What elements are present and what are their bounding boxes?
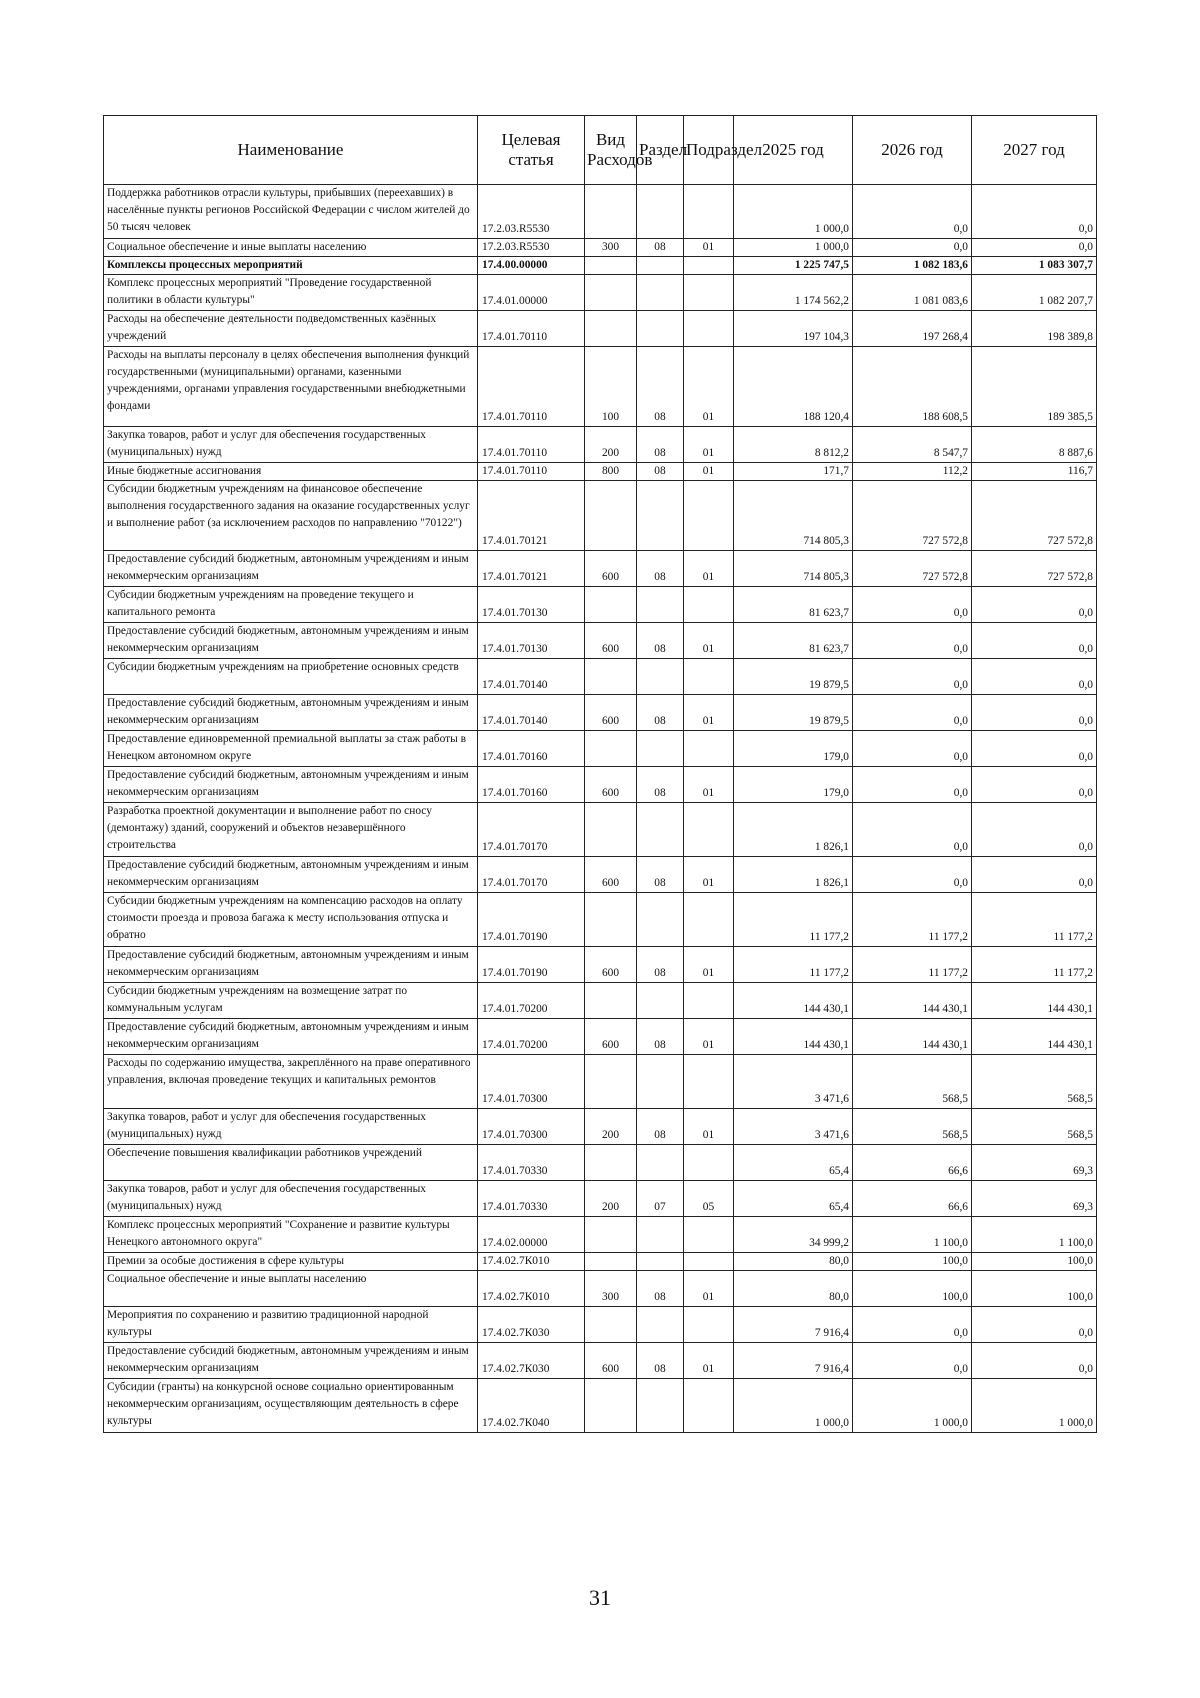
cell-podrazdel: 01 — [684, 623, 734, 659]
cell-target: 17.4.01.70200 — [478, 983, 585, 1019]
cell-2025: 19 879,5 — [734, 659, 853, 695]
cell-razdel — [637, 1307, 684, 1343]
cell-name: Предоставление субсидий бюджетным, автономным учреждениям и иным некоммерческим организациям — [104, 623, 478, 659]
cell-target: 17.4.02.7К030 — [478, 1307, 585, 1343]
cell-razdel: 08 — [637, 857, 684, 893]
cell-name: Субсидии бюджетным учреждениям на компенсацию расходов на оплату стоимости проезда и провоза багажа к месту использования отпуска и обратно — [104, 893, 478, 947]
cell-2025: 188 120,4 — [734, 347, 853, 427]
cell-name: Субсидии бюджетным учреждениям на приобретение основных средств — [104, 659, 478, 695]
table-row — [104, 347, 1097, 427]
cell-razdel: 07 — [637, 1181, 684, 1217]
cell-2025: 1 174 562,2 — [734, 275, 853, 311]
cell-vid: 800 — [585, 463, 637, 481]
cell-podrazdel — [684, 1217, 734, 1253]
cell-2026: 0,0 — [853, 185, 972, 239]
cell-2027: 0,0 — [972, 239, 1097, 257]
cell-podrazdel: 01 — [684, 551, 734, 587]
cell-podrazdel: 01 — [684, 947, 734, 983]
cell-name: Расходы по содержанию имущества, закреплённого на праве оперативного управления, включая проведение текущих и капитальных ремонтов — [104, 1055, 478, 1109]
cell-2025: 80,0 — [734, 1271, 853, 1307]
cell-name: Предоставление субсидий бюджетным, автономным учреждениям и иным некоммерческим организациям — [104, 947, 478, 983]
cell-2026: 0,0 — [853, 587, 972, 623]
cell-2027: 11 177,2 — [972, 893, 1097, 947]
cell-razdel: 08 — [637, 947, 684, 983]
cell-vid — [585, 587, 637, 623]
cell-name: Предоставление субсидий бюджетным, автономным учреждениям и иным некоммерческим организациям — [104, 695, 478, 731]
cell-razdel — [637, 893, 684, 947]
cell-2025: 3 471,6 — [734, 1055, 853, 1109]
table-row — [104, 275, 1097, 311]
cell-target: 17.4.02.00000 — [478, 1217, 585, 1253]
cell-target: 17.4.01.70160 — [478, 767, 585, 803]
cell-2025: 11 177,2 — [734, 893, 853, 947]
cell-2027: 69,3 — [972, 1145, 1097, 1181]
cell-vid: 100 — [585, 347, 637, 427]
header-2025: 2025 год — [734, 116, 853, 185]
cell-podrazdel: 01 — [684, 695, 734, 731]
cell-podrazdel: 01 — [684, 239, 734, 257]
cell-target: 17.4.01.70160 — [478, 731, 585, 767]
cell-podrazdel: 01 — [684, 427, 734, 463]
table-row — [104, 731, 1097, 767]
cell-vid — [585, 659, 637, 695]
table-row — [104, 767, 1097, 803]
cell-podrazdel — [684, 185, 734, 239]
cell-vid: 200 — [585, 1181, 637, 1217]
cell-name: Предоставление субсидий бюджетным, автономным учреждениям и иным некоммерческим организациям — [104, 1343, 478, 1379]
cell-2027: 69,3 — [972, 1181, 1097, 1217]
header-razdel: Раздел — [637, 116, 684, 185]
cell-razdel: 08 — [637, 463, 684, 481]
table-row — [104, 1307, 1097, 1343]
cell-name: Социальное обеспечение и иные выплаты населению — [104, 239, 478, 257]
cell-vid — [585, 1253, 637, 1271]
cell-2025: 1 826,1 — [734, 803, 853, 857]
cell-razdel — [637, 1379, 684, 1433]
cell-2026: 727 572,8 — [853, 551, 972, 587]
cell-2026: 0,0 — [853, 623, 972, 659]
table-row — [104, 947, 1097, 983]
table-row — [104, 185, 1097, 239]
cell-vid: 600 — [585, 947, 637, 983]
cell-vid: 300 — [585, 239, 637, 257]
cell-target: 17.4.01.70130 — [478, 587, 585, 623]
cell-name: Закупка товаров, работ и услуг для обеспечения государственных (муниципальных) нужд — [104, 1109, 478, 1145]
table-row — [104, 311, 1097, 347]
cell-2025: 1 826,1 — [734, 857, 853, 893]
cell-2025: 80,0 — [734, 1253, 853, 1271]
table-row — [104, 1181, 1097, 1217]
table-row — [104, 239, 1097, 257]
cell-2027: 1 083 307,7 — [972, 257, 1097, 275]
cell-target: 17.4.02.7К040 — [478, 1379, 585, 1433]
table-row — [104, 1253, 1097, 1271]
cell-razdel: 08 — [637, 623, 684, 659]
cell-podrazdel: 01 — [684, 857, 734, 893]
cell-2026: 1 082 183,6 — [853, 257, 972, 275]
cell-razdel: 08 — [637, 239, 684, 257]
cell-2025: 144 430,1 — [734, 1019, 853, 1055]
cell-vid — [585, 481, 637, 551]
table-row — [104, 803, 1097, 857]
cell-podrazdel: 01 — [684, 767, 734, 803]
header-podrazdel: Подраздел — [684, 116, 734, 185]
cell-2026: 568,5 — [853, 1109, 972, 1145]
cell-2027: 8 887,6 — [972, 427, 1097, 463]
cell-2025: 81 623,7 — [734, 587, 853, 623]
cell-razdel — [637, 659, 684, 695]
cell-razdel — [637, 275, 684, 311]
cell-vid — [585, 1307, 637, 1343]
table-row — [104, 983, 1097, 1019]
cell-target: 17.4.01.70121 — [478, 551, 585, 587]
cell-target: 17.4.01.70121 — [478, 481, 585, 551]
table-row — [104, 1019, 1097, 1055]
cell-2025: 1 225 747,5 — [734, 257, 853, 275]
table-row — [104, 257, 1097, 275]
cell-razdel: 08 — [637, 1019, 684, 1055]
cell-2026: 112,2 — [853, 463, 972, 481]
cell-podrazdel — [684, 1379, 734, 1433]
cell-name: Обеспечение повышения квалификации работников учреждений — [104, 1145, 478, 1181]
cell-2026: 197 268,4 — [853, 311, 972, 347]
cell-target: 17.4.01.70140 — [478, 695, 585, 731]
cell-target: 17.4.01.70130 — [478, 623, 585, 659]
cell-2025: 197 104,3 — [734, 311, 853, 347]
cell-target: 17.4.01.70330 — [478, 1145, 585, 1181]
cell-target: 17.4.01.70300 — [478, 1109, 585, 1145]
cell-razdel: 08 — [637, 695, 684, 731]
cell-razdel — [637, 257, 684, 275]
cell-podrazdel — [684, 257, 734, 275]
cell-2025: 1 000,0 — [734, 239, 853, 257]
cell-2026: 0,0 — [853, 731, 972, 767]
cell-vid — [585, 893, 637, 947]
cell-razdel — [637, 185, 684, 239]
cell-target: 17.2.03.R5530 — [478, 239, 585, 257]
cell-target: 17.4.01.70200 — [478, 1019, 585, 1055]
cell-podrazdel — [684, 983, 734, 1019]
cell-vid: 600 — [585, 623, 637, 659]
cell-2027: 0,0 — [972, 659, 1097, 695]
cell-2025: 11 177,2 — [734, 947, 853, 983]
header-row — [104, 116, 1097, 185]
cell-2026: 1 081 083,6 — [853, 275, 972, 311]
cell-2026: 0,0 — [853, 695, 972, 731]
cell-2026: 11 177,2 — [853, 947, 972, 983]
cell-2027: 100,0 — [972, 1253, 1097, 1271]
cell-podrazdel — [684, 481, 734, 551]
table-row — [104, 1217, 1097, 1253]
cell-podrazdel — [684, 731, 734, 767]
cell-2025: 19 879,5 — [734, 695, 853, 731]
header-2026: 2026 год — [853, 116, 972, 185]
header-2027: 2027 год — [972, 116, 1097, 185]
page-number: 31 — [589, 1585, 611, 1610]
cell-name: Поддержка работников отрасли культуры, прибывших (переехавших) в населённые пункты регионов Российской Федерации с числом жителей до 50 тысяч человек — [104, 185, 478, 239]
cell-vid: 200 — [585, 427, 637, 463]
cell-razdel — [637, 311, 684, 347]
cell-name: Предоставление субсидий бюджетным, автономным учреждениям и иным некоммерческим организациям — [104, 1019, 478, 1055]
cell-2026: 100,0 — [853, 1253, 972, 1271]
cell-razdel — [637, 1217, 684, 1253]
cell-name: Субсидии бюджетным учреждениям на возмещение затрат по коммунальным услугам — [104, 983, 478, 1019]
cell-name: Закупка товаров, работ и услуг для обеспечения государственных (муниципальных) нужд — [104, 1181, 478, 1217]
table-row — [104, 463, 1097, 481]
cell-target: 17.4.01.70190 — [478, 893, 585, 947]
cell-2026: 0,0 — [853, 1307, 972, 1343]
cell-2027: 0,0 — [972, 623, 1097, 659]
cell-2025: 34 999,2 — [734, 1217, 853, 1253]
cell-2026: 0,0 — [853, 803, 972, 857]
cell-vid — [585, 1379, 637, 1433]
cell-2027: 11 177,2 — [972, 947, 1097, 983]
cell-name: Комплексы процессных мероприятий — [104, 257, 478, 275]
cell-target: 17.4.02.7К030 — [478, 1343, 585, 1379]
cell-vid — [585, 1055, 637, 1109]
cell-vid — [585, 275, 637, 311]
cell-target: 17.4.01.70190 — [478, 947, 585, 983]
cell-target: 17.4.01.70110 — [478, 463, 585, 481]
cell-target: 17.4.01.00000 — [478, 275, 585, 311]
cell-vid — [585, 1145, 637, 1181]
cell-podrazdel: 01 — [684, 1019, 734, 1055]
table-row — [104, 695, 1097, 731]
cell-2026: 1 000,0 — [853, 1379, 972, 1433]
cell-target: 17.4.01.70140 — [478, 659, 585, 695]
cell-target: 17.4.02.7К010 — [478, 1253, 585, 1271]
cell-vid — [585, 803, 637, 857]
cell-razdel: 08 — [637, 1109, 684, 1145]
cell-razdel — [637, 587, 684, 623]
table-row — [104, 659, 1097, 695]
cell-2027: 198 389,8 — [972, 311, 1097, 347]
table-row — [104, 1109, 1097, 1145]
cell-name: Предоставление единовременной премиальной выплаты за стаж работы в Ненецком автономном округе — [104, 731, 478, 767]
cell-2026: 188 608,5 — [853, 347, 972, 427]
cell-razdel — [637, 983, 684, 1019]
cell-2027: 1 100,0 — [972, 1217, 1097, 1253]
cell-target: 17.4.01.70110 — [478, 347, 585, 427]
cell-2025: 714 805,3 — [734, 481, 853, 551]
table-row — [104, 1271, 1097, 1307]
cell-2025: 8 812,2 — [734, 427, 853, 463]
cell-podrazdel — [684, 275, 734, 311]
cell-2027: 1 082 207,7 — [972, 275, 1097, 311]
cell-name: Расходы на обеспечение деятельности подведомственных казённых учреждений — [104, 311, 478, 347]
cell-2026: 100,0 — [853, 1271, 972, 1307]
cell-2025: 1 000,0 — [734, 185, 853, 239]
cell-podrazdel: 05 — [684, 1181, 734, 1217]
cell-2026: 568,5 — [853, 1055, 972, 1109]
cell-2025: 3 471,6 — [734, 1109, 853, 1145]
cell-razdel — [637, 481, 684, 551]
cell-2026: 66,6 — [853, 1145, 972, 1181]
cell-razdel: 08 — [637, 427, 684, 463]
cell-podrazdel: 01 — [684, 1343, 734, 1379]
cell-vid — [585, 185, 637, 239]
cell-vid: 600 — [585, 1019, 637, 1055]
cell-2027: 0,0 — [972, 185, 1097, 239]
cell-name: Расходы на выплаты персоналу в целях обеспечения выполнения функций государственными (муниципальными) органами, казенными учреждениями, органами управления государственными внебюджетными фондами — [104, 347, 478, 427]
cell-target: 17.4.01.70300 — [478, 1055, 585, 1109]
cell-2025: 179,0 — [734, 731, 853, 767]
cell-vid: 300 — [585, 1271, 637, 1307]
cell-vid: 600 — [585, 1343, 637, 1379]
cell-podrazdel — [684, 803, 734, 857]
cell-razdel — [637, 1055, 684, 1109]
cell-2027: 0,0 — [972, 767, 1097, 803]
cell-2025: 65,4 — [734, 1181, 853, 1217]
cell-name: Субсидии (гранты) на конкурсной основе социально ориентированным некоммерческим организациям, осуществляющим деятельность в сфере культуры — [104, 1379, 478, 1433]
cell-2025: 7 916,4 — [734, 1343, 853, 1379]
cell-vid: 600 — [585, 767, 637, 803]
cell-razdel — [637, 731, 684, 767]
cell-2027: 0,0 — [972, 587, 1097, 623]
cell-2027: 144 430,1 — [972, 1019, 1097, 1055]
table-row — [104, 893, 1097, 947]
cell-2027: 727 572,8 — [972, 551, 1097, 587]
cell-2026: 8 547,7 — [853, 427, 972, 463]
cell-podrazdel — [684, 1145, 734, 1181]
cell-razdel: 08 — [637, 767, 684, 803]
cell-target: 17.4.01.70110 — [478, 311, 585, 347]
cell-2027: 0,0 — [972, 695, 1097, 731]
cell-2027: 144 430,1 — [972, 983, 1097, 1019]
cell-target: 17.4.01.70170 — [478, 857, 585, 893]
cell-podrazdel — [684, 311, 734, 347]
cell-name: Мероприятия по сохранению и развитию традиционной народной культуры — [104, 1307, 478, 1343]
cell-2025: 144 430,1 — [734, 983, 853, 1019]
table-row — [104, 1379, 1097, 1433]
cell-vid — [585, 257, 637, 275]
cell-2025: 179,0 — [734, 767, 853, 803]
table-row — [104, 623, 1097, 659]
cell-target: 17.4.00.00000 — [478, 257, 585, 275]
cell-podrazdel — [684, 1307, 734, 1343]
cell-podrazdel — [684, 659, 734, 695]
cell-podrazdel: 01 — [684, 1271, 734, 1307]
cell-2027: 0,0 — [972, 1343, 1097, 1379]
cell-name: Разработка проектной документации и выполнение работ по сносу (демонтажу) зданий, сооружений и объектов незавершённого строительства — [104, 803, 478, 857]
cell-2027: 1 000,0 — [972, 1379, 1097, 1433]
cell-2025: 65,4 — [734, 1145, 853, 1181]
cell-2027: 0,0 — [972, 731, 1097, 767]
cell-razdel — [637, 803, 684, 857]
table-row — [104, 587, 1097, 623]
cell-2027: 568,5 — [972, 1055, 1097, 1109]
cell-2025: 1 000,0 — [734, 1379, 853, 1433]
cell-name: Премии за особые достижения в сфере культуры — [104, 1253, 478, 1271]
cell-target: 17.4.01.70170 — [478, 803, 585, 857]
cell-name: Предоставление субсидий бюджетным, автономным учреждениям и иным некоммерческим организациям — [104, 767, 478, 803]
cell-name: Комплекс процессных мероприятий "Сохранение и развитие культуры Ненецкого автономного округа" — [104, 1217, 478, 1253]
header-vid: Вид Расходов — [585, 116, 637, 185]
cell-2025: 171,7 — [734, 463, 853, 481]
cell-podrazdel — [684, 1253, 734, 1271]
cell-podrazdel — [684, 1055, 734, 1109]
cell-2026: 727 572,8 — [853, 481, 972, 551]
table-row — [104, 1145, 1097, 1181]
cell-target: 17.4.01.70330 — [478, 1181, 585, 1217]
cell-2025: 714 805,3 — [734, 551, 853, 587]
table-row — [104, 427, 1097, 463]
cell-vid — [585, 731, 637, 767]
cell-name: Закупка товаров, работ и услуг для обеспечения государственных (муниципальных) нужд — [104, 427, 478, 463]
cell-razdel — [637, 1253, 684, 1271]
cell-target: 17.2.03.R5530 — [478, 185, 585, 239]
cell-2027: 189 385,5 — [972, 347, 1097, 427]
table-row — [104, 1055, 1097, 1109]
cell-vid: 200 — [585, 1109, 637, 1145]
budget-table — [103, 115, 1097, 1433]
cell-vid: 600 — [585, 695, 637, 731]
cell-name: Комплекс процессных мероприятий "Проведение государственной политики в области культуры" — [104, 275, 478, 311]
table-row — [104, 551, 1097, 587]
cell-podrazdel: 01 — [684, 463, 734, 481]
cell-target: 17.4.01.70110 — [478, 427, 585, 463]
cell-vid: 600 — [585, 857, 637, 893]
cell-name: Субсидии бюджетным учреждениям на проведение текущего и капитального ремонта — [104, 587, 478, 623]
table-row — [104, 857, 1097, 893]
cell-target: 17.4.02.7К010 — [478, 1271, 585, 1307]
cell-2027: 0,0 — [972, 857, 1097, 893]
cell-2026: 11 177,2 — [853, 893, 972, 947]
cell-2026: 0,0 — [853, 1343, 972, 1379]
cell-2026: 1 100,0 — [853, 1217, 972, 1253]
cell-2026: 0,0 — [853, 767, 972, 803]
cell-vid — [585, 1217, 637, 1253]
cell-2026: 0,0 — [853, 857, 972, 893]
cell-2026: 144 430,1 — [853, 983, 972, 1019]
cell-2025: 7 916,4 — [734, 1307, 853, 1343]
cell-2027: 727 572,8 — [972, 481, 1097, 551]
cell-2026: 0,0 — [853, 659, 972, 695]
cell-name: Иные бюджетные ассигнования — [104, 463, 478, 481]
cell-podrazdel — [684, 587, 734, 623]
cell-podrazdel: 01 — [684, 347, 734, 427]
cell-razdel: 08 — [637, 551, 684, 587]
cell-podrazdel — [684, 893, 734, 947]
table-row — [104, 1343, 1097, 1379]
cell-podrazdel: 01 — [684, 1109, 734, 1145]
cell-2027: 100,0 — [972, 1271, 1097, 1307]
cell-vid: 600 — [585, 551, 637, 587]
cell-2027: 0,0 — [972, 803, 1097, 857]
cell-razdel — [637, 1145, 684, 1181]
cell-2027: 116,7 — [972, 463, 1097, 481]
cell-2026: 66,6 — [853, 1181, 972, 1217]
cell-2026: 144 430,1 — [853, 1019, 972, 1055]
header-target: Целевая статья — [478, 116, 585, 185]
cell-razdel: 08 — [637, 1271, 684, 1307]
cell-razdel: 08 — [637, 1343, 684, 1379]
cell-2025: 81 623,7 — [734, 623, 853, 659]
cell-2027: 568,5 — [972, 1109, 1097, 1145]
cell-vid — [585, 983, 637, 1019]
cell-name: Предоставление субсидий бюджетным, автономным учреждениям и иным некоммерческим организациям — [104, 551, 478, 587]
cell-name: Предоставление субсидий бюджетным, автономным учреждениям и иным некоммерческим организациям — [104, 857, 478, 893]
cell-2027: 0,0 — [972, 1307, 1097, 1343]
cell-2026: 0,0 — [853, 239, 972, 257]
cell-razdel: 08 — [637, 347, 684, 427]
cell-name: Социальное обеспечение и иные выплаты населению — [104, 1271, 478, 1307]
table-row — [104, 481, 1097, 551]
header-name: Наименование — [104, 116, 478, 185]
cell-vid — [585, 311, 637, 347]
cell-name: Субсидии бюджетным учреждениям на финансовое обеспечение выполнения государственного задания на оказание государственных услуг и выполнение работ (за исключением расходов по направлению "70122") — [104, 481, 478, 551]
